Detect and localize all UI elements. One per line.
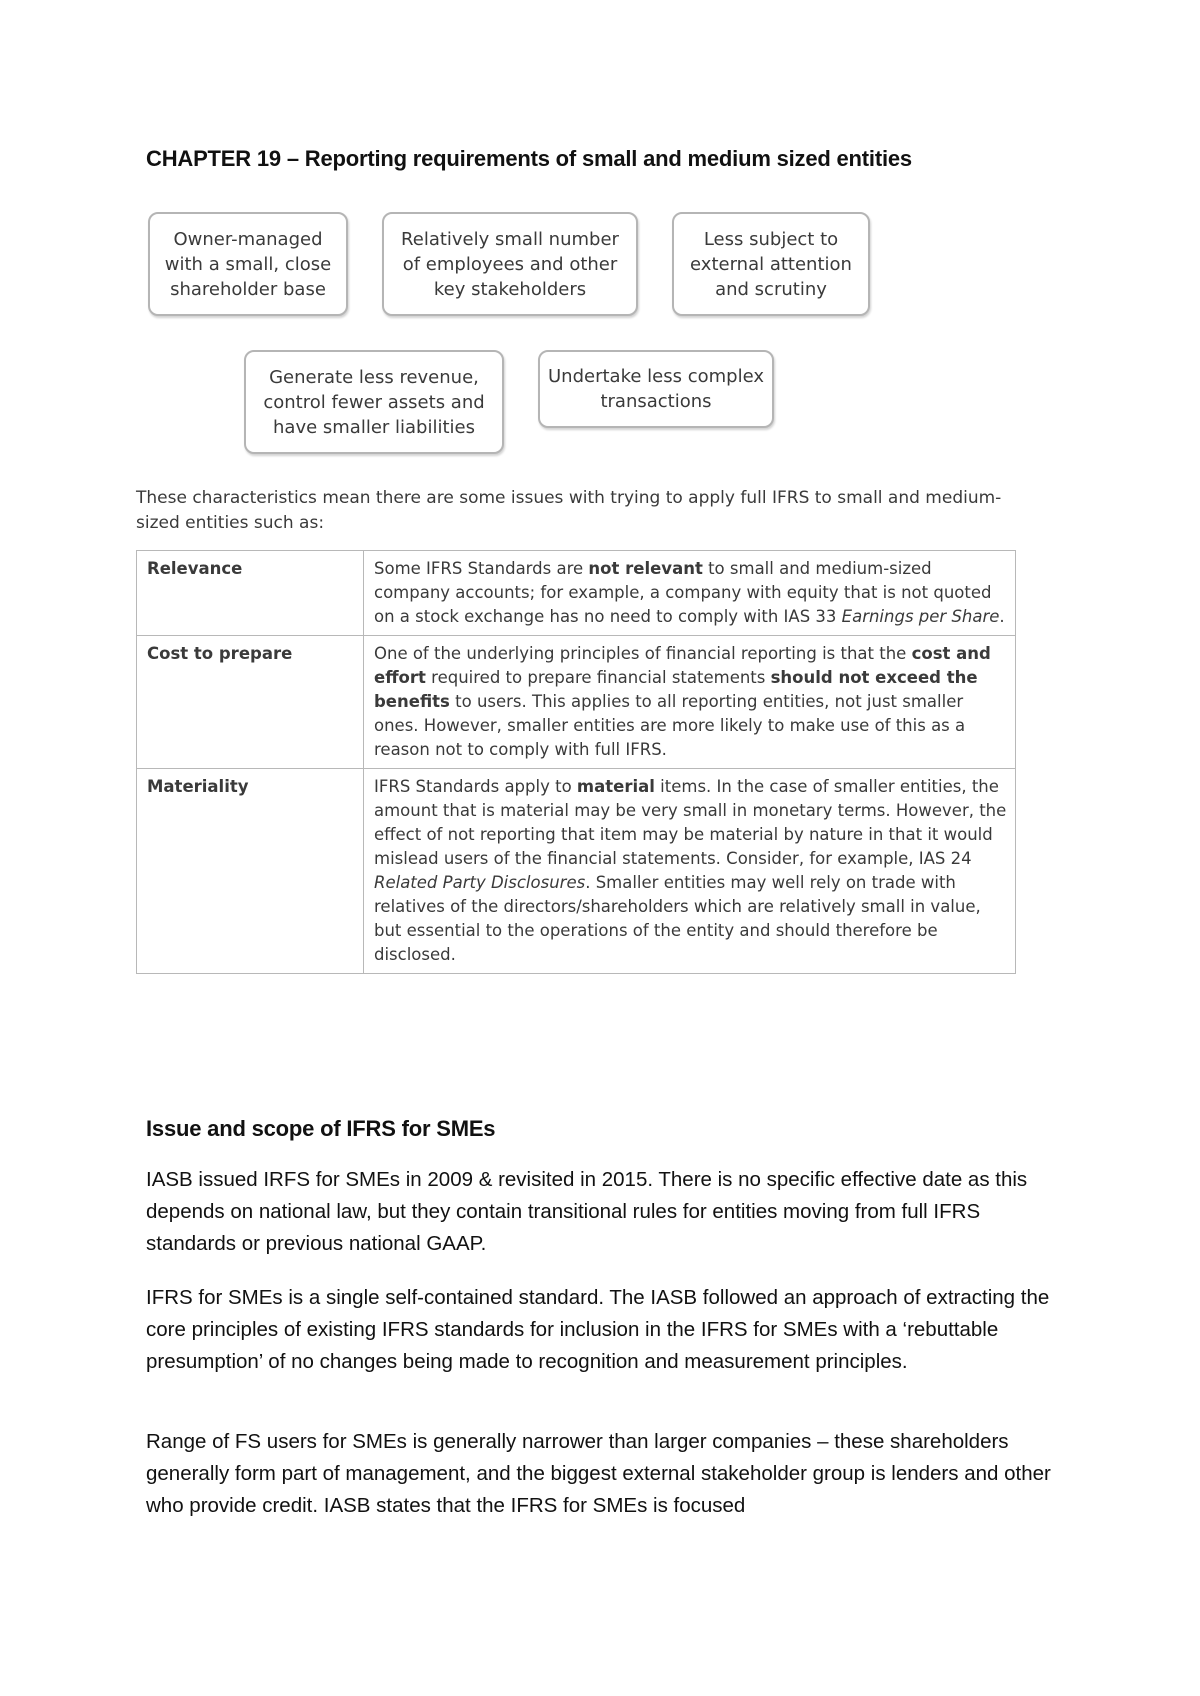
chapter-title: CHAPTER 19 – Reporting requirements of small and medium sized entities: [146, 146, 912, 171]
table-row: [137, 769, 1016, 974]
emphasis-text: material: [576, 777, 655, 796]
description-text: to small and medium-sized company accounts; for example, a company with equity that is not quoted on a stock exchange has no need to comply with IAS 33: [374, 559, 992, 626]
emphasis-text: not relevant: [588, 559, 703, 578]
characteristic-box-less-revenue: Generate less revenue, control fewer assets and have smaller liabilities: [244, 350, 504, 454]
issues-table: [136, 550, 1016, 974]
intro-text: These characteristics mean there are some issues with trying to apply full IFRS to small and medium-sized entities such as:: [136, 488, 1002, 533]
characteristic-box-owner-managed: Owner-managed with a small, close shareholder base: [148, 212, 348, 316]
body-paragraph: IFRS for SMEs is a single self-contained standard. The IASB followed an approach of extracting the core principles of existing IFRS standards for inclusion in the IFRS for SMEs with a ‘rebuttable presumption’ of no changes being made to recognition and measurement principles.: [146, 1286, 1050, 1373]
emphasis-text: cost and effort: [374, 644, 991, 687]
issue-description: [364, 636, 1016, 769]
body-paragraph: IASB issued IRFS for SMEs in 2009 & revisited in 2015. There is no specific effective date as this depends on national law, but they contain transitional rules for entities moving from full IFRS standards or previous national GAAP.: [146, 1168, 1028, 1255]
description-text: items. In the case of smaller entities, the amount that is material may be very small in monetary terms. However, the effect of not reporting that item may be material by nature in that it would mislead users of the financial statements. Consider, for example, IAS 24: [374, 777, 1007, 868]
description-text: IFRS Standards apply to: [374, 777, 577, 796]
body-paragraph: Range of FS users for SMEs is generally narrower than larger companies – these shareholders generally form part of management, and the biggest external stakeholder group is lenders and other who provide credit. IASB states that the IFRS for SMEs is focused: [146, 1430, 1051, 1517]
description-text: required to prepare financial statements: [425, 668, 771, 687]
issue-description: [364, 769, 1016, 974]
characteristic-box-less-complex: Undertake less complex transactions: [538, 350, 774, 428]
issue-description: [364, 551, 1016, 636]
standard-title-text: Earnings per Share: [841, 607, 1000, 626]
issue-term: Relevance: [137, 551, 364, 636]
description-text: .: [999, 607, 1005, 626]
description-text: to users. This applies to all reporting entities, not just smaller ones. However, smaller entities are more likely to make use of this as a reason not to comply with full IFRS.: [374, 692, 966, 759]
standard-title-text: Related Party Disclosures: [374, 873, 586, 892]
issue-term: Cost to prepare: [137, 636, 364, 769]
section-heading: Issue and scope of IFRS for SMEs: [146, 1116, 496, 1141]
description-text: Some IFRS Standards are: [374, 559, 589, 578]
characteristic-box-small-employees: Relatively small number of employees and other key stakeholders: [382, 212, 638, 316]
table-row: [137, 636, 1016, 769]
emphasis-text: should not exceed the benefits: [374, 668, 978, 711]
description-text: . Smaller entities may well rely on trade with relatives of the directors/shareholders which are relatively small in value, but essential to the operations of the entity and should therefore be disclosed.: [374, 873, 981, 964]
issue-term: Materiality: [137, 769, 364, 974]
table-row: [137, 551, 1016, 636]
description-text: One of the underlying principles of financial reporting is that the: [374, 644, 912, 663]
characteristic-box-less-scrutiny: Less subject to external attention and scrutiny: [672, 212, 870, 316]
